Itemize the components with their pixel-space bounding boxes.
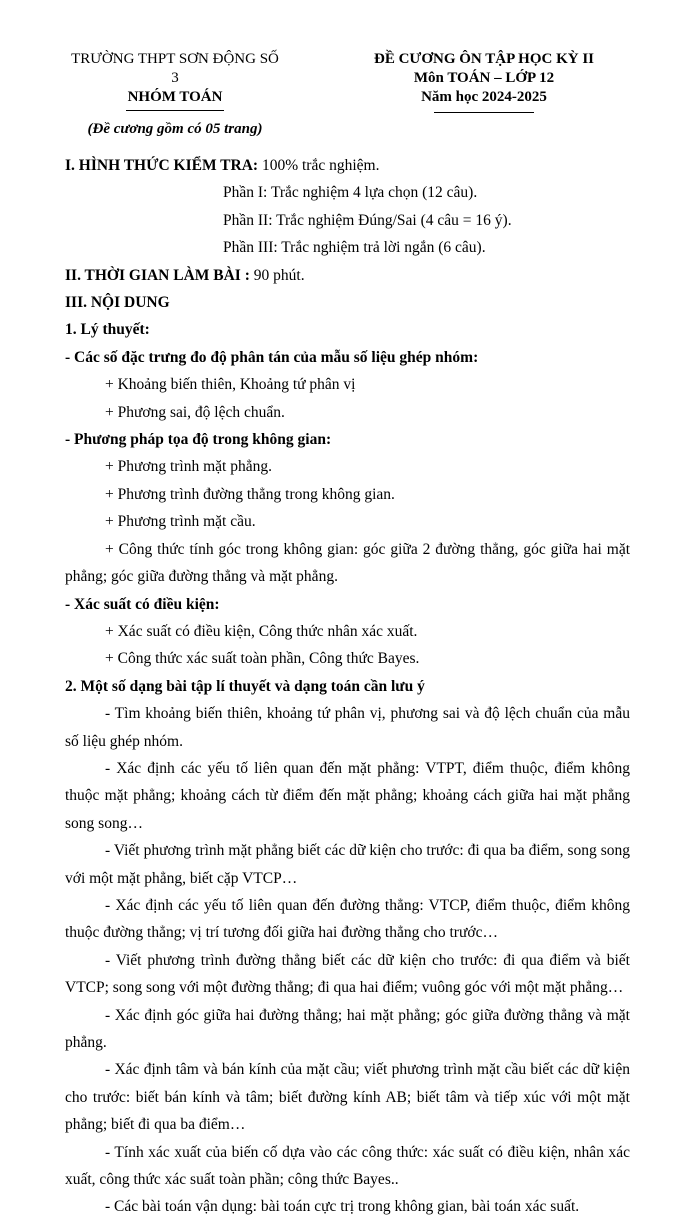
theory-group-1-item: + Phương sai, độ lệch chuẩn. bbox=[105, 403, 285, 421]
practice-item: - Xác định tâm và bán kính của mặt cầu; viết phương trình mặt cầu biết các dữ kiện cho trước: biết bán kính và tâm; biết đường kính AB; biết tâm và tiếp xúc với một mặt phẳng; biết đi qua ba điểm… bbox=[65, 1061, 630, 1134]
department-name: NHÓM TOÁN bbox=[127, 89, 223, 105]
practice-item: - Xác định góc giữa hai đường thẳng; hai mặt phẳng; góc giữa đường thẳng và mặt phẳng. bbox=[65, 1006, 630, 1051]
practice-item: - Xác định các yếu tố liên quan đến đường thẳng: VTCP, điểm thuộc, điểm không thuộc đường thẳng; vị trí tương đối giữa hai đường thẳng cho trước… bbox=[65, 896, 630, 942]
document-header bbox=[0, 0, 694, 139]
header-right-rule bbox=[434, 112, 534, 113]
exam-part-3: Phần III: Trắc nghiệm trả lời ngắn (6 câu). bbox=[223, 239, 486, 257]
theory-group-2-item: + Công thức tính góc trong không gian: góc giữa 2 đường thẳng, góc giữa hai mặt phẳng; góc giữa đường thẳng và mặt phẳng. bbox=[65, 540, 630, 586]
header-right-block bbox=[329, 50, 639, 139]
section-3-heading: III. NỘI DUNG bbox=[65, 294, 170, 312]
theory-group-2-item: + Phương trình mặt phẳng. bbox=[105, 458, 272, 476]
theory-group-3-item: + Xác suất có điều kiện, Công thức nhân xác xuất. bbox=[105, 622, 418, 640]
pages-note: (Đề cương gồm có 05 trang) bbox=[87, 121, 263, 137]
subject-line: Môn TOÁN – LỚP 12 bbox=[413, 70, 555, 86]
section-2-label: II. THỜI GIAN LÀM BÀI : bbox=[65, 266, 250, 284]
section-1-heading bbox=[65, 152, 630, 179]
theory-group-1-title: - Các số đặc trưng đo độ phân tán của mẫu số liệu ghép nhóm: bbox=[65, 348, 479, 366]
theory-group-1-item: + Khoảng biến thiên, Khoảng tứ phân vị bbox=[105, 376, 356, 394]
practice-heading: 2. Một số dạng bài tập lí thuyết và dạng toán cần lưu ý bbox=[65, 677, 425, 695]
section-1-label: I. HÌNH THỨC KIỂM TRA: bbox=[65, 157, 259, 174]
theory-group-3-title: - Xác suất có điều kiện: bbox=[65, 595, 220, 613]
practice-item: - Viết phương trình mặt phẳng biết các dữ kiện cho trước: đi qua ba điểm, song song với một mặt phẳng, biết cặp VTCP… bbox=[65, 842, 630, 887]
section-1-value: 100% trắc nghiệm. bbox=[258, 157, 380, 174]
theory-group-2-item: + Phương trình đường thẳng trong không gian. bbox=[105, 485, 395, 503]
theory-group-2-item: + Phương trình mặt cầu. bbox=[105, 513, 256, 531]
document-body bbox=[0, 152, 694, 1221]
school-name: TRƯỜNG THPT SƠN ĐỘNG SỐ 3 bbox=[71, 51, 279, 86]
theory-group-2-title: - Phương pháp tọa độ trong không gian: bbox=[65, 431, 332, 449]
practice-item: - Viết phương trình đường thẳng biết các dữ kiện cho trước: đi qua điểm và biết VTCP; song song với một đường thẳng; đi qua hai điểm; vuông góc với một mặt phẳng… bbox=[65, 951, 630, 997]
section-2-value: 90 phút. bbox=[249, 266, 305, 284]
document-title: ĐỀ CƯƠNG ÔN TẬP HỌC KỲ II bbox=[373, 51, 595, 67]
practice-item: - Tìm khoảng biến thiên, khoảng tứ phân vị, phương sai và độ lệch chuẩn của mẫu số liệu ghép nhóm. bbox=[65, 705, 630, 750]
exam-part-2: Phần II: Trắc nghiệm Đúng/Sai (4 câu = 16 ý). bbox=[223, 211, 512, 229]
practice-item: - Xác định các yếu tố liên quan đến mặt phẳng: VTPT, điểm thuộc, điểm không thuộc mặt phẳng; khoảng cách từ điểm đến mặt phẳng; khoảng cách giữa hai mặt phẳng song song… bbox=[65, 759, 630, 832]
theory-heading: 1. Lý thuyết: bbox=[65, 321, 150, 339]
practice-item: - Tính xác xuất của biến cố dựa vào các công thức: xác suất có điều kiện, nhân xác xuất, công thức xác suất toàn phần; công thức Bayes.. bbox=[65, 1143, 630, 1189]
exam-part-1: Phần I: Trắc nghiệm 4 lựa chọn (12 câu). bbox=[223, 184, 478, 202]
section-2-heading bbox=[65, 262, 630, 289]
header-left-block bbox=[70, 50, 280, 139]
theory-group-3-item: + Công thức xác suất toàn phần, Công thức Bayes. bbox=[105, 650, 420, 668]
header-left-rule bbox=[126, 110, 224, 111]
practice-item: - Các bài toán vận dụng: bài toán cực trị trong không gian, bài toán xác suất. bbox=[105, 1198, 580, 1216]
school-year: Năm học 2024-2025 bbox=[421, 89, 547, 105]
